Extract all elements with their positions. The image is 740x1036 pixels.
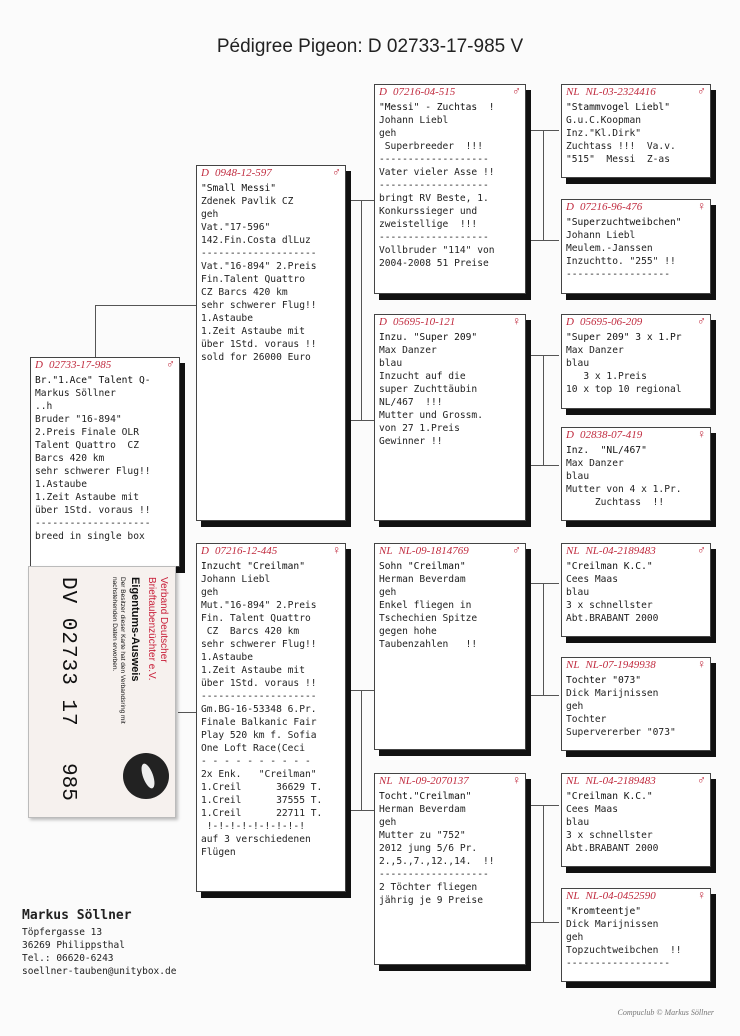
pedigree-line: super Zuchttäubin bbox=[379, 384, 478, 395]
pedigree-line: über 1Std. voraus !! bbox=[201, 678, 317, 689]
page-title: Pédigree Pigeon: D 02733-17-985 V bbox=[216, 36, 524, 57]
sex-icon: ♂ bbox=[166, 357, 175, 371]
pedigree-line: 1.Astaube bbox=[35, 479, 87, 490]
pedigree-line: geh bbox=[201, 209, 219, 220]
granddam-maternal-card bbox=[374, 773, 526, 965]
pedigree-line: sehr schwerer Flug!! bbox=[201, 300, 317, 311]
pedigree-line: Cees Maas bbox=[566, 804, 618, 815]
pedigree-line: Johann Liebl bbox=[566, 230, 636, 241]
pedigree-line: Topzuchtweibchen !! bbox=[566, 945, 682, 956]
pedigree-line: geh bbox=[379, 128, 397, 139]
sex-icon: ♀ bbox=[697, 888, 706, 902]
country-code: D bbox=[201, 545, 209, 557]
pedigree-line: Herman Beverdam bbox=[379, 804, 466, 815]
pedigree-line: Herman Beverdam bbox=[379, 574, 466, 585]
pedigree-line: 1.Creil 37555 T. bbox=[201, 795, 323, 806]
pedigree-line: 2.Preis Finale OLR bbox=[35, 427, 139, 438]
pigeon-name: Inz. "NL/467" bbox=[566, 445, 647, 456]
granddam-paternal-card bbox=[374, 314, 526, 521]
pedigree-line: blau bbox=[566, 358, 590, 369]
great-grandparent-card bbox=[561, 84, 711, 178]
country-code: D bbox=[566, 429, 574, 441]
pedigree-line: geh bbox=[201, 587, 219, 598]
connector-line bbox=[95, 305, 196, 306]
connector-line bbox=[529, 130, 559, 131]
pigeon-name: Br."1.Ace" Talent Q- bbox=[35, 375, 151, 386]
country-code: NL bbox=[566, 659, 580, 671]
pedigree-line: 3 x 1.Preis bbox=[566, 371, 647, 382]
pedigree-line: CZ Barcs 420 km bbox=[201, 287, 288, 298]
pedigree-line: Vollbruder "114" von bbox=[379, 245, 495, 256]
connector-line bbox=[543, 583, 544, 695]
ring-number: NL-07-1949938 bbox=[585, 659, 656, 671]
pedigree-line: Inz."Kl.Dirk" bbox=[566, 128, 642, 139]
pedigree-line: Vat."16-894" 2.Preis bbox=[201, 261, 317, 272]
pedigree-line: 142.Fin.Costa dlLuz bbox=[201, 235, 311, 246]
ring-number: 05695-06-209 bbox=[579, 316, 643, 328]
pedigree-line: Taubenzahlen !! bbox=[379, 639, 478, 650]
pedigree-line: Enkel fliegen in bbox=[379, 600, 472, 611]
pedigree-line: 1.Astaube bbox=[201, 313, 253, 324]
pedigree-line: Fin.Talent Quattro bbox=[201, 274, 305, 285]
ring-number: 05695-10-121 bbox=[392, 316, 456, 328]
pedigree-line: -------------------- bbox=[35, 518, 151, 529]
pedigree-line: Zdenek Pavlik CZ bbox=[201, 196, 294, 207]
pedigree-line: geh bbox=[566, 932, 584, 943]
pedigree-line: NL/467 !!! bbox=[379, 397, 443, 408]
country-code: D bbox=[201, 167, 209, 179]
ring-number: NL-04-0452590 bbox=[585, 890, 656, 902]
pigeon-name: "Messi" - Zuchtas ! bbox=[379, 102, 495, 113]
pedigree-line: 2012 jung 5/6 Pr. bbox=[379, 843, 478, 854]
pedigree-line: ------------------- bbox=[379, 180, 489, 191]
sex-icon: ♀ bbox=[332, 543, 341, 557]
pedigree-line: !-!-!-!-!-!-!-!-! bbox=[201, 821, 305, 832]
connector-line bbox=[349, 690, 377, 691]
pedigree-line: bringt RV Beste, 1. bbox=[379, 193, 489, 204]
pedigree-line: sehr schwerer Flug!! bbox=[35, 466, 151, 477]
card-header bbox=[562, 428, 710, 444]
great-grandparent-card bbox=[561, 657, 711, 751]
sex-icon: ♂ bbox=[697, 314, 706, 328]
card-header bbox=[562, 200, 710, 216]
ownership-note: Der Besitzer dieser Karte hat den Verbandsring mit nachstehenden Daten erworben. bbox=[111, 577, 126, 724]
pedigree-line: Cees Maas bbox=[566, 574, 618, 585]
pedigree-line: Inzuchtto. "255" !! bbox=[566, 256, 676, 267]
card-header bbox=[562, 85, 710, 101]
country-code: NL bbox=[566, 86, 580, 98]
pedigree-line: geh bbox=[379, 817, 397, 828]
connector-line bbox=[178, 712, 196, 713]
pigeon-name: Tochter "073" bbox=[566, 675, 642, 686]
pedigree-line: geh bbox=[566, 701, 584, 712]
card-header bbox=[31, 358, 179, 374]
pedigree-line: 1.Zeit Astaube mit bbox=[35, 492, 139, 503]
pedigree-line: - - - - - - - - - - bbox=[201, 756, 311, 767]
card-header bbox=[375, 774, 525, 790]
pigeon-name: Tocht."Creilman" bbox=[379, 791, 472, 802]
ring-number: 07216-04-515 bbox=[392, 86, 456, 98]
pedigree-line: Supervererber "073" bbox=[566, 727, 676, 738]
ring-number: NL-09-2070137 bbox=[398, 775, 469, 787]
connector-line bbox=[529, 695, 559, 696]
pedigree-line: Dick Marijnissen bbox=[566, 688, 659, 699]
connector-line bbox=[529, 922, 559, 923]
pedigree-line: Dick Marijnissen bbox=[566, 919, 659, 930]
pedigree-line: 2004-2008 51 Preise bbox=[379, 258, 489, 269]
pedigree-line: breed in single box bbox=[35, 531, 145, 542]
card-header bbox=[375, 544, 525, 560]
pedigree-line: blau bbox=[566, 817, 590, 828]
pedigree-line: Mutter zu "752" bbox=[379, 830, 466, 841]
pedigree-line: Play 520 km f. Sofia bbox=[201, 730, 317, 741]
owner-city: 36269 Philippsthal bbox=[22, 940, 125, 951]
card-header bbox=[562, 658, 710, 674]
sex-icon: ♂ bbox=[512, 84, 521, 98]
great-grandparent-card bbox=[561, 543, 711, 637]
pedigree-line: ------------------- bbox=[379, 154, 489, 165]
pedigree-line: -------------------- bbox=[201, 691, 317, 702]
pedigree-line: 3 x schnellster bbox=[566, 600, 653, 611]
pedigree-line: gegen hohe bbox=[379, 626, 437, 637]
pedigree-line: ------------------ bbox=[566, 269, 670, 280]
pedigree-line: blau bbox=[566, 471, 590, 482]
card-header bbox=[562, 889, 710, 905]
connector-line bbox=[543, 355, 544, 465]
connector-line bbox=[349, 420, 377, 421]
country-code: D bbox=[566, 201, 574, 213]
pigeon-name: "Kromteentje" bbox=[566, 906, 642, 917]
ownership-card bbox=[28, 566, 176, 818]
pigeon-name: Inzu. "Super 209" bbox=[379, 332, 478, 343]
ring-number: 02838-07-419 bbox=[579, 429, 643, 441]
connector-line bbox=[361, 200, 362, 420]
country-code: NL bbox=[566, 775, 580, 787]
pedigree-line: sold for 26000 Euro bbox=[201, 352, 311, 363]
connector-line bbox=[361, 690, 362, 810]
country-code: NL bbox=[566, 545, 580, 557]
card-header bbox=[375, 315, 525, 331]
ring-number: 02733-17-985 bbox=[48, 359, 112, 371]
country-code: NL bbox=[379, 545, 393, 557]
ownership-ring-number: 985 bbox=[56, 763, 79, 801]
pigeon-logo-icon bbox=[123, 753, 169, 799]
ownership-card-content bbox=[29, 567, 175, 817]
pedigree-line: über 1Std. voraus !! bbox=[35, 505, 151, 516]
association-name: Verband Deutscher Brieftaubenzüchter e.V. bbox=[146, 577, 169, 681]
pigeon-name: "Super 209" 3 x 1.Pr bbox=[566, 332, 682, 343]
great-grandparent-card bbox=[561, 773, 711, 867]
card-header bbox=[562, 544, 710, 560]
card-header bbox=[375, 85, 525, 101]
pedigree-line: Markus Söllner bbox=[35, 388, 116, 399]
ring-number: 0948-12-597 bbox=[214, 167, 272, 179]
pedigree-line: 2 Töchter fliegen bbox=[379, 882, 478, 893]
owner-block bbox=[22, 908, 176, 978]
pedigree-line: One Loft Race(Ceci bbox=[201, 743, 305, 754]
ring-number: NL-03-2324416 bbox=[585, 86, 656, 98]
sex-icon: ♀ bbox=[697, 199, 706, 213]
pedigree-line: Zuchtass !!! Va.v. bbox=[566, 141, 676, 152]
subject-card bbox=[30, 357, 180, 567]
pedigree-line: über 1Std. voraus !! bbox=[201, 339, 317, 350]
sire-card bbox=[196, 165, 346, 521]
sex-icon: ♀ bbox=[512, 773, 521, 787]
pigeon-name: "Stammvogel Liebl" bbox=[566, 102, 670, 113]
sex-icon: ♂ bbox=[332, 165, 341, 179]
country-code: NL bbox=[566, 890, 580, 902]
pedigree-line: Superbreeder !!! bbox=[379, 141, 483, 152]
pedigree-line: Max Danzer bbox=[566, 345, 624, 356]
connector-line bbox=[529, 583, 559, 584]
pedigree-line: Meulem.-Janssen bbox=[566, 243, 653, 254]
owner-email: soellner-tauben@unitybox.de bbox=[22, 966, 177, 977]
pedigree-line: ..h bbox=[35, 401, 53, 412]
pedigree-line: von 27 1.Preis bbox=[379, 423, 460, 434]
country-code: D bbox=[379, 316, 387, 328]
card-header bbox=[197, 544, 345, 560]
great-grandparent-card bbox=[561, 314, 711, 409]
footer-credit: Compuclub © Markus Söllner bbox=[617, 1008, 714, 1017]
pedigree-line: Johann Liebl bbox=[379, 115, 449, 126]
pigeon-name: "Small Messi" bbox=[201, 183, 277, 194]
ring-number: 07216-96-476 bbox=[579, 201, 643, 213]
pedigree-line: zweistellige !!! bbox=[379, 219, 478, 230]
pigeon-name: "Creilman K.C." bbox=[566, 791, 653, 802]
pedigree-line: Johann Liebl bbox=[201, 574, 271, 585]
ownership-ring: DV 02733 17 bbox=[56, 577, 79, 727]
country-code: D bbox=[35, 359, 43, 371]
pedigree-line: 10 x top 10 regional bbox=[566, 384, 682, 395]
card-header bbox=[562, 774, 710, 790]
great-grandparent-card bbox=[561, 888, 711, 982]
owner-phone: Tel.: 06620-6243 bbox=[22, 953, 114, 964]
pigeon-name: Inzucht "Creilman" bbox=[201, 561, 305, 572]
pedigree-line: -------------------- bbox=[201, 248, 317, 259]
pedigree-line: Zuchtass !! bbox=[566, 497, 665, 508]
pedigree-line: Gewinner !! bbox=[379, 436, 443, 447]
pedigree-line: 1.Astaube bbox=[201, 652, 253, 663]
pedigree-line: Vat."17-596" bbox=[201, 222, 271, 233]
connector-line bbox=[529, 240, 559, 241]
connector-line bbox=[529, 355, 559, 356]
grandsire-paternal-card bbox=[374, 84, 526, 294]
pedigree-line: Mut."16-894" 2.Preis bbox=[201, 600, 317, 611]
pedigree-line: 1.Creil 36629 T. bbox=[201, 782, 323, 793]
pedigree-line: jährig je 9 Preise bbox=[379, 895, 483, 906]
pedigree-line: Vater vieler Asse !! bbox=[379, 167, 495, 178]
pedigree-line: 1.Zeit Astaube mit bbox=[201, 665, 305, 676]
pedigree-line: Abt.BRABANT 2000 bbox=[566, 613, 659, 624]
sex-icon: ♀ bbox=[512, 314, 521, 328]
country-code: D bbox=[566, 316, 574, 328]
ring-number: NL-04-2189483 bbox=[585, 545, 656, 557]
pedigree-line: Max Danzer bbox=[566, 458, 624, 469]
pedigree-line: CZ Barcs 420 km bbox=[201, 626, 300, 637]
connector-line bbox=[95, 305, 96, 359]
sex-icon: ♂ bbox=[697, 84, 706, 98]
pedigree-line: Talent Quattro CZ bbox=[35, 440, 139, 451]
pedigree-line: Bruder "16-894" bbox=[35, 414, 122, 425]
owner-name: Markus Söllner bbox=[22, 908, 132, 923]
connector-line bbox=[543, 805, 544, 922]
pedigree-line: 3 x schnellster bbox=[566, 830, 653, 841]
pigeon-name: "Creilman K.C." bbox=[566, 561, 653, 572]
connector-line bbox=[529, 805, 559, 806]
connector-line bbox=[529, 465, 559, 466]
sex-icon: ♂ bbox=[512, 543, 521, 557]
ring-number: NL-04-2189483 bbox=[585, 775, 656, 787]
pedigree-line: sehr schwerer Flug!! bbox=[201, 639, 317, 650]
connector-line bbox=[543, 130, 544, 240]
pedigree-line: Tschechien Spitze bbox=[379, 613, 478, 624]
ownership-heading: Eigentums-Ausweis bbox=[129, 577, 141, 682]
pedigree-line: G.u.C.Koopman bbox=[566, 115, 642, 126]
country-code: NL bbox=[379, 775, 393, 787]
great-grandparent-card bbox=[561, 427, 711, 521]
pedigree-line: auf 3 verschiedenen bbox=[201, 834, 311, 845]
pedigree-line: Fin. Talent Quattro bbox=[201, 613, 311, 624]
owner-address: Töpfergasse 13 bbox=[22, 927, 103, 938]
dam-card bbox=[196, 543, 346, 892]
pedigree-line: blau bbox=[379, 358, 403, 369]
pedigree-line: Gm.BG-16-53348 6.Pr. bbox=[201, 704, 317, 715]
pedigree-line: Barcs 420 km bbox=[35, 453, 105, 464]
sex-icon: ♀ bbox=[697, 657, 706, 671]
pedigree-line: Tochter bbox=[566, 714, 607, 725]
pedigree-line: Finale Balkanic Fair bbox=[201, 717, 317, 728]
pigeon-name: "Superzuchtweibchen" bbox=[566, 217, 682, 228]
pedigree-line: Max Danzer bbox=[379, 345, 437, 356]
ring-number: NL-09-1814769 bbox=[398, 545, 469, 557]
pedigree-line: 2.,5.,7.,12.,14. !! bbox=[379, 856, 495, 867]
pedigree-line: Mutter und Grossm. bbox=[379, 410, 483, 421]
sex-icon: ♀ bbox=[697, 427, 706, 441]
pedigree-line: ------------------ bbox=[566, 958, 670, 969]
card-header bbox=[562, 315, 710, 331]
pedigree-line: Mutter von 4 x 1.Pr. bbox=[566, 484, 682, 495]
pedigree-line: 1.Zeit Astaube mit bbox=[201, 326, 305, 337]
connector-line bbox=[349, 810, 377, 811]
pedigree-line: Flügen bbox=[201, 847, 236, 858]
ring-number: 07216-12-445 bbox=[214, 545, 278, 557]
sex-icon: ♂ bbox=[697, 773, 706, 787]
pedigree-line: 1.Creil 22711 T. bbox=[201, 808, 323, 819]
card-header bbox=[197, 166, 345, 182]
pedigree-line: 2x Enk. "Creilman" bbox=[201, 769, 317, 780]
pedigree-line: geh bbox=[379, 587, 397, 598]
pigeon-name: Sohn "Creilman" bbox=[379, 561, 466, 572]
pedigree-line: blau bbox=[566, 587, 590, 598]
pedigree-line: ------------------- bbox=[379, 232, 489, 243]
connector-line bbox=[349, 200, 377, 201]
pedigree-line: Abt.BRABANT 2000 bbox=[566, 843, 659, 854]
pedigree-line: "515" Messi Z-as bbox=[566, 154, 670, 165]
great-grandparent-card bbox=[561, 199, 711, 294]
pedigree-line: ------------------- bbox=[379, 869, 489, 880]
sex-icon: ♂ bbox=[697, 543, 706, 557]
country-code: D bbox=[379, 86, 387, 98]
pedigree-line: Inzucht auf die bbox=[379, 371, 466, 382]
pedigree-line: Konkurssieger und bbox=[379, 206, 478, 217]
grandsire-maternal-card bbox=[374, 543, 526, 750]
